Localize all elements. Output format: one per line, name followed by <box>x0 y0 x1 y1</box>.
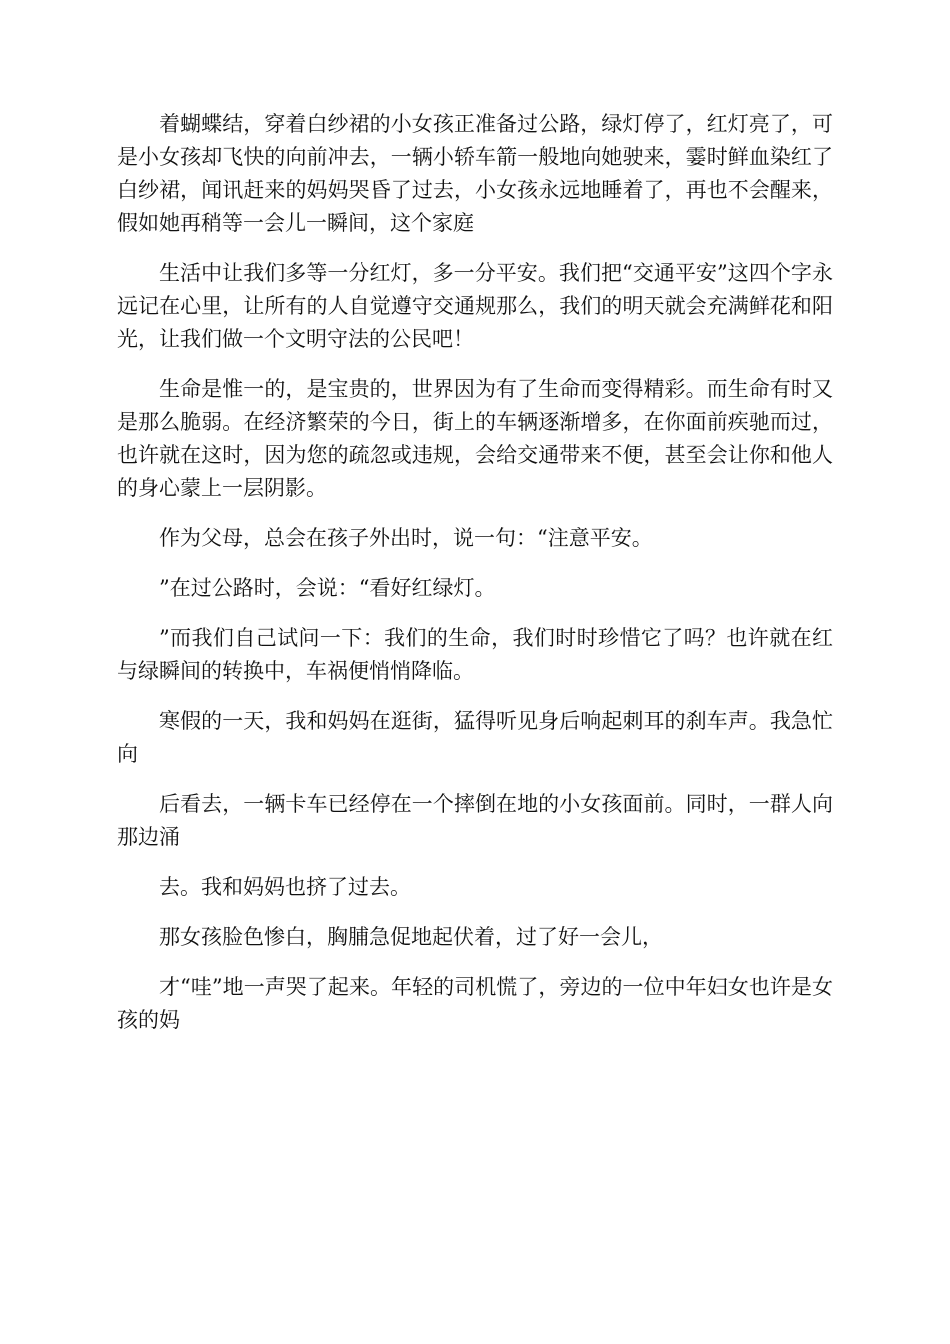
paragraph-8: 后看去，一辆卡车已经停在一个摔倒在地的小女孩面前。同时，一群人向那边涌 <box>117 792 833 849</box>
paragraph-2: 生活中让我们多等一分红灯，多一分平安。我们把“交通平安”这四个字永远记在心里，让所有的人自觉遵守交通规那么，我们的明天就会充满鲜花和阳光，让我们做一个文明守法的公民吧！ <box>117 261 833 351</box>
paragraph-1: 着蝴蝶结，穿着白纱裙的小女孩正准备过公路，绿灯停了，红灯亮了，可是小女孩却飞快的向前冲去，一辆小轿车箭一般地向她驶来，霎时鲜血染红了白纱裙，闻讯赶来的妈妈哭昏了过去，小女孩永远地睡着了，再也不会醒来，假如她再稍等一会儿一瞬间，这个家庭 <box>117 112 833 235</box>
paragraph-7: 寒假的一天，我和妈妈在逛街，猛得听见身后响起刺耳的刹车声。我急忙向 <box>117 709 833 766</box>
paragraph-4: 作为父母，总会在孩子外出时，说一句：“注意平安。 <box>159 526 653 550</box>
paragraph-9: 去。我和妈妈也挤了过去。 <box>159 875 411 899</box>
paragraph-3: 生命是惟一的，是宝贵的，世界因为有了生命而变得精彩。而生命有时又是那么脆弱。在经济繁荣的今日，街上的车辆逐渐增多，在你面前疾驰而过，也许就在这时，因为您的疏忽或违规，会给交通带来不便，甚至会让你和他人的身心蒙上一层阴影。 <box>117 377 833 500</box>
paragraph-5: ”在过公路时，会说：“看好红绿灯。 <box>159 576 496 600</box>
document-body <box>117 108 833 1054</box>
paragraph-6: ”而我们自己试问一下：我们的生命，我们时时珍惜它了吗？也许就在红与绿瞬间的转换中，车祸便悄悄降临。 <box>117 626 833 683</box>
paragraph-11: 才“哇”地一声哭了起来。年轻的司机慌了，旁边的一位中年妇女也许是女孩的妈 <box>117 975 833 1032</box>
paragraph-10: 那女孩脸色惨白，胸脯急促地起伏着，过了好一会儿， <box>159 925 663 949</box>
